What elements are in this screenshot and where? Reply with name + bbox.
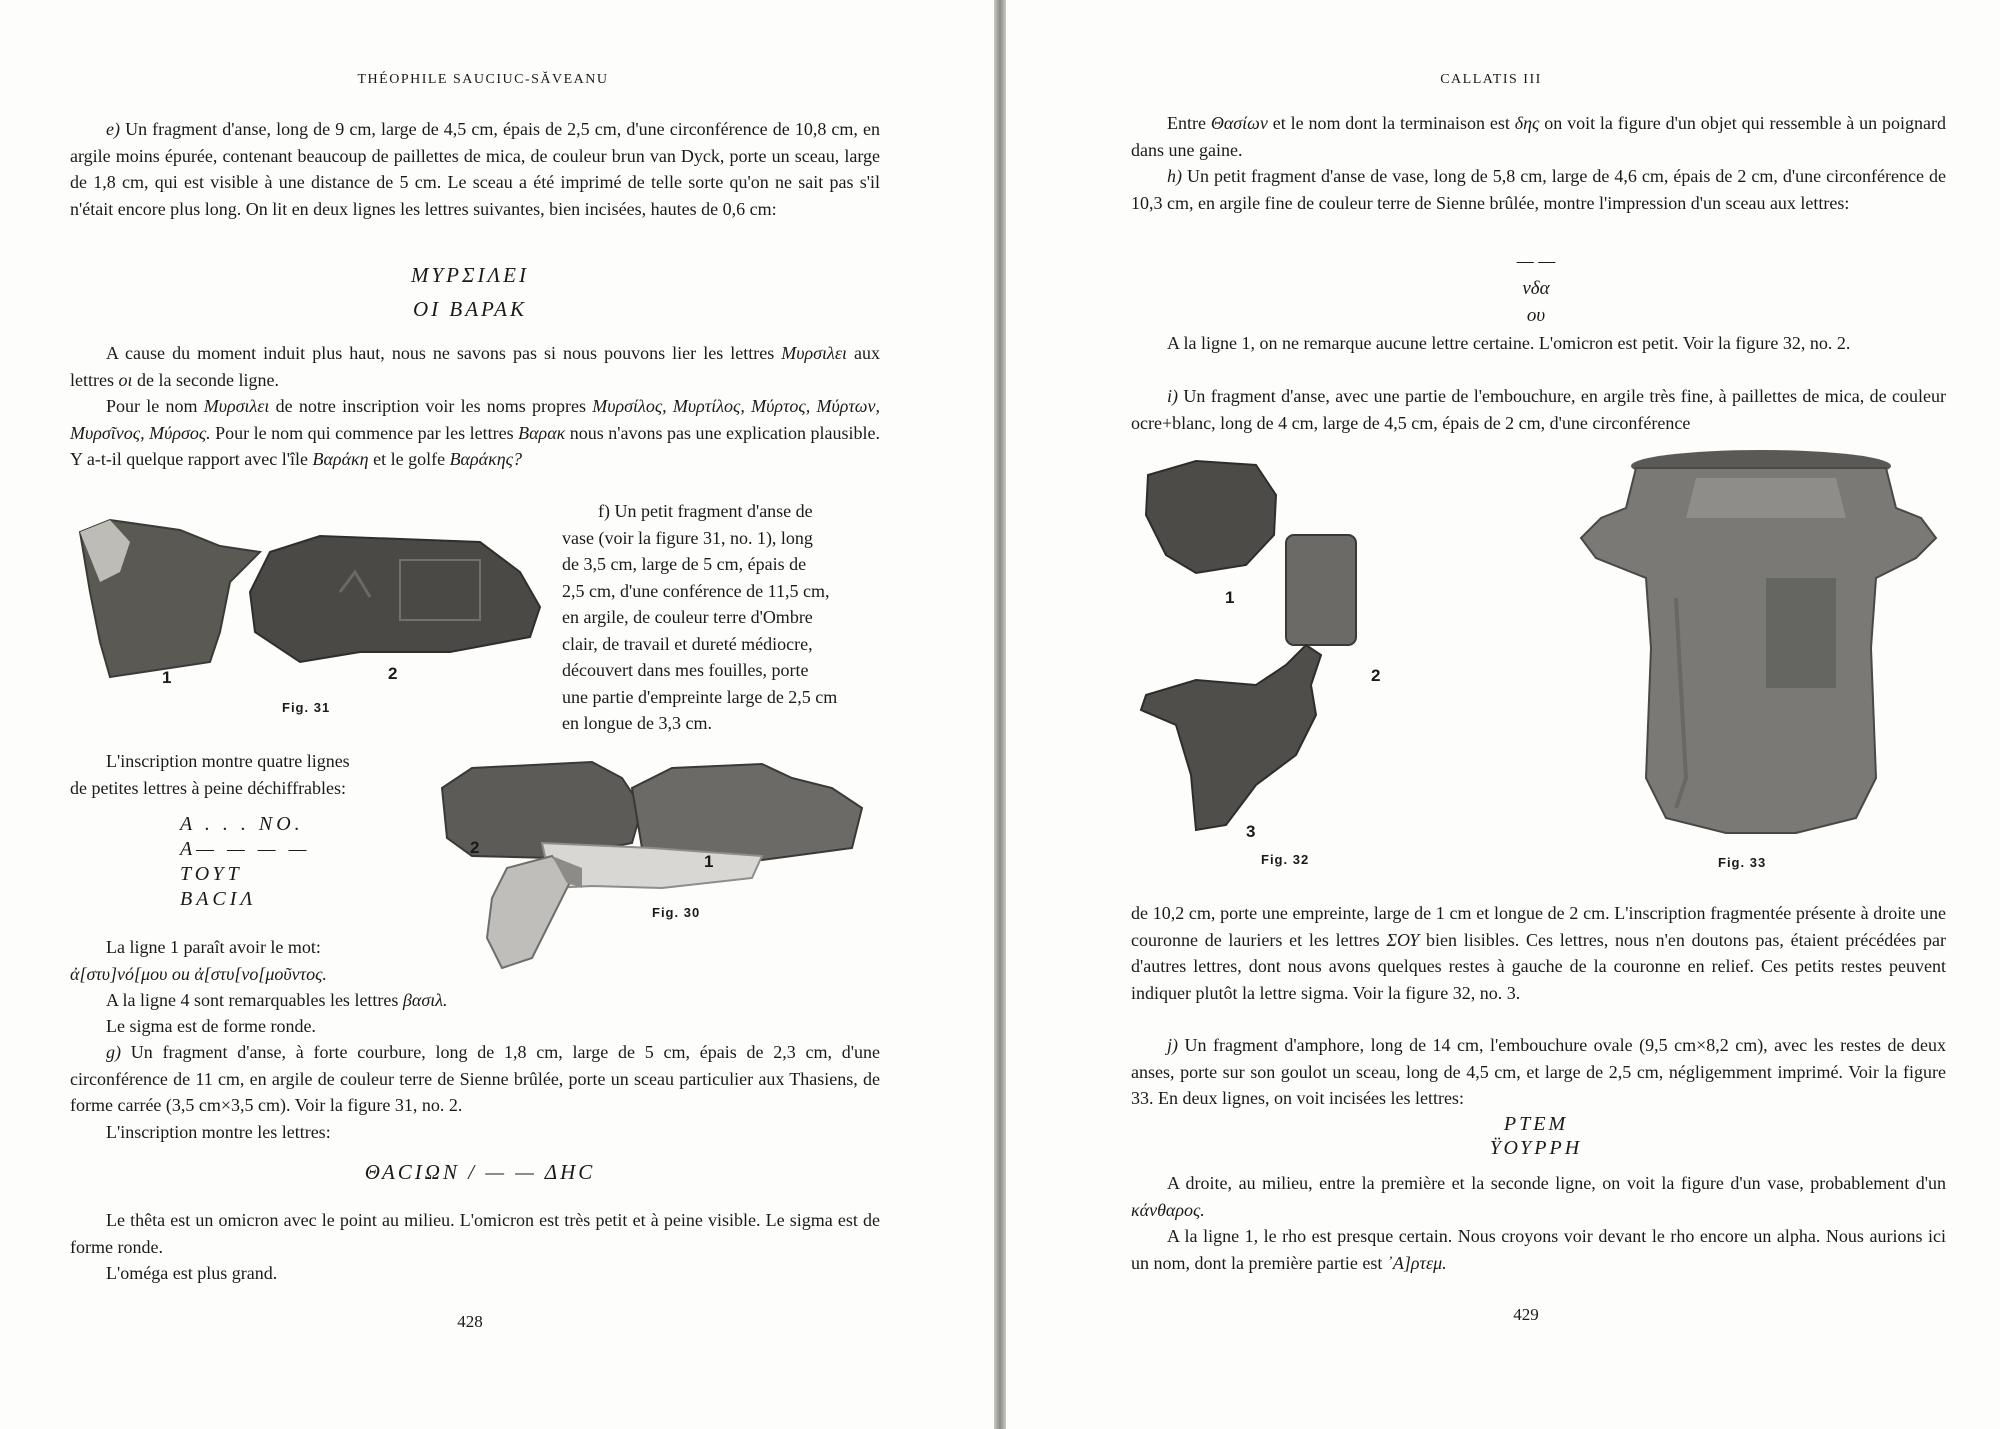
inscription-line: ΤΟΥΤ [180, 863, 243, 885]
text-run: nous n'avons pas une explication plausible. Y a-t-il quelque rapport avec l'île [70, 422, 880, 469]
paragraph-rho [1131, 1223, 1946, 1276]
greek-word: Βαράκης? [449, 449, 522, 469]
figure-32-label-1: 1 [1225, 588, 1235, 607]
paragraph-line: une partie d'empreinte large de 2,5 cm [562, 686, 838, 707]
paragraph-text: Un petit fragment d'anse de vase, long de 5,8 cm, large de 4,6 cm, épais de 2 cm, d'une circonférence de 10,3 cm, en argile fine de couleur terre de Sienne brûlée, montre l'impression d'un sceau aux lettres: [1131, 166, 1946, 213]
text-run: bien lisibles. Ces lettres, nous n'en doutons pas, étaient précédées par d'autres lettres, dont nous avons quelques restes à gauche de la couronne en relief. Ces petits restes peuvent indiquer plutôt la lettre sigma. Voir la figure 32, no. 3. [1131, 929, 1946, 1003]
text-run: Pour le nom [106, 396, 204, 416]
greek-inscription-h [1476, 248, 1596, 329]
running-header: CALLATIS III [1440, 72, 1542, 87]
paragraph-ligne4 [106, 987, 448, 1014]
greek-word: Βαρακ [518, 422, 566, 443]
figure-30-label-1: 1 [704, 852, 714, 871]
greek-inscription-g: ΘΑCΙΩΝ / — — ΔΗC [364, 1160, 596, 1184]
paragraph-text: Un fragment d'anse, long de 9 cm, large de 4,5 cm, épais de 2,5 cm, d'une circonférence de 10,8 cm, en argile moins épurée, contenant beaucoup de paillettes de mica, de couleur brun van Dyck, porte un sceau, large de 1,8 cm, qui est visible à une distance de 5 cm. Le sceau a été imprimé de telle sorte qu'on ne sait pas s'il n'était encore plus long. On lit en deux lignes les lettres suivantes, bien incisées, hautes de 0,6 cm: [70, 119, 880, 219]
greek-word: Βαράκη [312, 449, 369, 469]
greek-word: βασιλ. [402, 990, 448, 1010]
greek-word: οι [118, 369, 133, 390]
paragraph-sigma: Le sigma est de forme ronde. [106, 1016, 316, 1036]
text-run: de la seconde ligne. [132, 369, 279, 390]
inscription-line: ΫΟΥΡΡΗ [1489, 1137, 1583, 1159]
left-page [0, 0, 994, 1429]
inscription-line: Α . . . ΝΟ. [180, 813, 304, 835]
paragraph-h [1131, 163, 1946, 216]
running-header: THÉOPHILE SAUCIUC-SĂVEANU [357, 72, 609, 87]
paragraph-cause [70, 340, 880, 393]
inscription-line: — — [1516, 251, 1556, 272]
paragraph-line: en longue de 3,3 cm. [562, 713, 712, 733]
paragraph-line: de 3,5 cm, large de 5 cm, épais de [562, 554, 807, 574]
right-page [1006, 0, 2000, 1429]
text-run: aux lettres [70, 343, 880, 390]
paragraph-ligne1 [70, 934, 430, 987]
figure-31-label-1: 1 [162, 668, 172, 687]
paragraph-line: découvert dans mes fouilles, porte [562, 660, 809, 680]
inscription-line: Α— — — — [180, 838, 311, 860]
paragraph-nom [70, 393, 880, 473]
text-run: Entre [1167, 113, 1211, 133]
paragraph-line: vase (voir la figure 31, no. 1), long [562, 527, 813, 548]
inscription-line: ου [1526, 305, 1546, 326]
paragraph-i-continued [1131, 900, 1946, 1006]
paragraph-ligne1: A la ligne 1, on ne remarque aucune lettre certaine. L'omicron est petit. Voir la figure 32, no. 2. [1167, 333, 1851, 353]
figure-31-label-2: 2 [388, 664, 398, 683]
figure-30-label-2: 2 [470, 838, 480, 857]
inscription-line: ΡΤΕΜ [1503, 1113, 1569, 1135]
greek-word: κάνθαρος. [1131, 1199, 1205, 1220]
greek-inscription-f [180, 812, 310, 912]
paragraph-line: en argile, de couleur terre d'Ombre [562, 607, 813, 627]
figure-32-caption: Fig. 32 [1261, 852, 1310, 867]
item-marker: e) [106, 119, 120, 139]
paragraph-theta: Le thêta est un omicron avec le point au milieu. L'omicron est très petit et à peine visible. Le sigma est de forme ronde. [70, 1210, 880, 1257]
text-run: de notre inscription voir les noms propres [269, 396, 593, 416]
paragraph-f [562, 498, 880, 737]
greek-word: Μυρσιλει [203, 396, 270, 416]
paragraph-i [1131, 383, 1946, 436]
text-run: et le golfe [368, 449, 450, 469]
figure-30-photo [432, 748, 872, 978]
text-run: et le nom dont la terminaison est [1267, 113, 1515, 133]
figure-32-photo [1136, 455, 1366, 850]
paragraph-line: 2,5 cm, d'une conférence de 11,5 cm, [562, 580, 830, 601]
text-run: Pour le nom qui commence par les lettres [210, 422, 519, 443]
greek-word: Μυρσιλει [781, 343, 847, 363]
greek-word: ΣΟΥ [1386, 929, 1420, 950]
book-gutter [994, 0, 1006, 1429]
greek-word: Θασίων [1210, 113, 1268, 133]
item-marker: g) [106, 1042, 121, 1062]
text-run: A cause du moment induit plus haut, nous ne savons pas si nous pouvons lier les lettres [106, 343, 782, 363]
greek-word: δης [1514, 113, 1540, 133]
figure-33-photo [1576, 448, 1946, 838]
item-marker: j) [1167, 1035, 1178, 1055]
inscription-line: ΟΙ ΒΑΡΑΚ [412, 297, 528, 321]
paragraph-insc-montre: L'inscription montre les lettres: [106, 1122, 331, 1142]
paragraph-text: Un fragment d'amphore, long de 14 cm, l'embouchure ovale (9,5 cm×8,2 cm), avec les restes de deux anses, porte sur son goulot un sceau, long de 4,5 cm, et large de 2,5 cm, négligemment imprimé. Voir la figure 33. En deux lignes, on voit incisées les lettres: [1131, 1035, 1946, 1108]
paragraph-line: L'inscription montre quatre lignes [106, 751, 350, 771]
inscription-intro [70, 748, 390, 801]
paragraph-line: de petites lettres à peine déchiffrables: [70, 777, 347, 798]
greek-inscription-j [1426, 1112, 1646, 1160]
inscription-line: ΒΑCΙΛ [180, 888, 257, 910]
item-marker: i) [1167, 386, 1178, 406]
item-marker: h) [1167, 166, 1182, 186]
figure-32-label-2: 2 [1371, 666, 1381, 685]
paragraph-j [1131, 1032, 1946, 1112]
figure-33-caption: Fig. 33 [1718, 855, 1767, 870]
greek-inscription-e [300, 258, 640, 326]
paragraph-omega: L'oméga est plus grand. [106, 1263, 278, 1283]
text-run: on voit la figure d'un objet qui ressemble à un poignard dans une gaine. [1131, 113, 1946, 160]
page-number: 428 [457, 1312, 483, 1331]
text-run: de 10,2 cm, porte une empreinte, large de 1 cm et longue de 2 cm. L'inscription fragmentée présente à droite une couronne de lauriers et les lettres [1131, 903, 1946, 950]
greek-word: Μυρσίλος, Μυρτίλος, Μύρτος, Μύρτων, Μυρσῖνος, Μύρσος. [70, 396, 880, 443]
figure-30-caption: Fig. 30 [652, 905, 701, 920]
text-run: A la ligne 4 sont remarquables les lettres [106, 990, 403, 1010]
paragraph-text: Un fragment d'anse, avec une partie de l'embouchure, en argile très fine, à paillettes de mica, de couleur ocre+blanc, long de 4 cm, large de 4,5 cm, épais de 2 cm, d'une circonférence [1131, 386, 1946, 433]
inscription-line: ΜΥΡΣΙΛΕΙ [411, 263, 529, 287]
paragraph-g [70, 1039, 880, 1119]
figure-32-label-3: 3 [1246, 822, 1256, 841]
paragraph-line: f) Un petit fragment d'anse de [598, 501, 813, 521]
page-number: 429 [1513, 1305, 1539, 1324]
paragraph-e [70, 116, 880, 222]
paragraph-line: La ligne 1 paraît avoir le mot: [106, 937, 321, 957]
paragraph-line: clair, de travail et dureté médiocre, [562, 633, 813, 654]
paragraph-droite [1131, 1170, 1946, 1223]
greek-word: ᾿Α]ρτεμ. [1386, 1252, 1447, 1273]
inscription-line: νδα [1522, 278, 1550, 299]
figure-31-photo [70, 512, 560, 692]
paragraph-entre [1131, 110, 1946, 163]
figure-31-caption: Fig. 31 [282, 700, 331, 715]
text-run: A la ligne 1, le rho est presque certain. Nous croyons voir devant le rho encore un alpha. Nous aurions ici un nom, dont la première partie est [1131, 1226, 1946, 1273]
text-run: A droite, au milieu, entre la première et la seconde ligne, on voit la figure d'un vase, probablement d'un [1167, 1173, 1946, 1193]
paragraph-line: ἀ[στυ]νό[μου ou ἀ[στυ[νο[μοῦντος. [70, 963, 327, 984]
paragraph-text: Un fragment d'anse, à forte courbure, long de 1,8 cm, large de 5 cm, épais de 2,3 cm, d'une circonférence de 11 cm, en argile de couleur terre de Sienne brûlée, porte un sceau particulier aux Thasiens, de forme carrée (3,5 cm×3,5 cm). Voir la figure 31, no. 2. [70, 1042, 880, 1115]
